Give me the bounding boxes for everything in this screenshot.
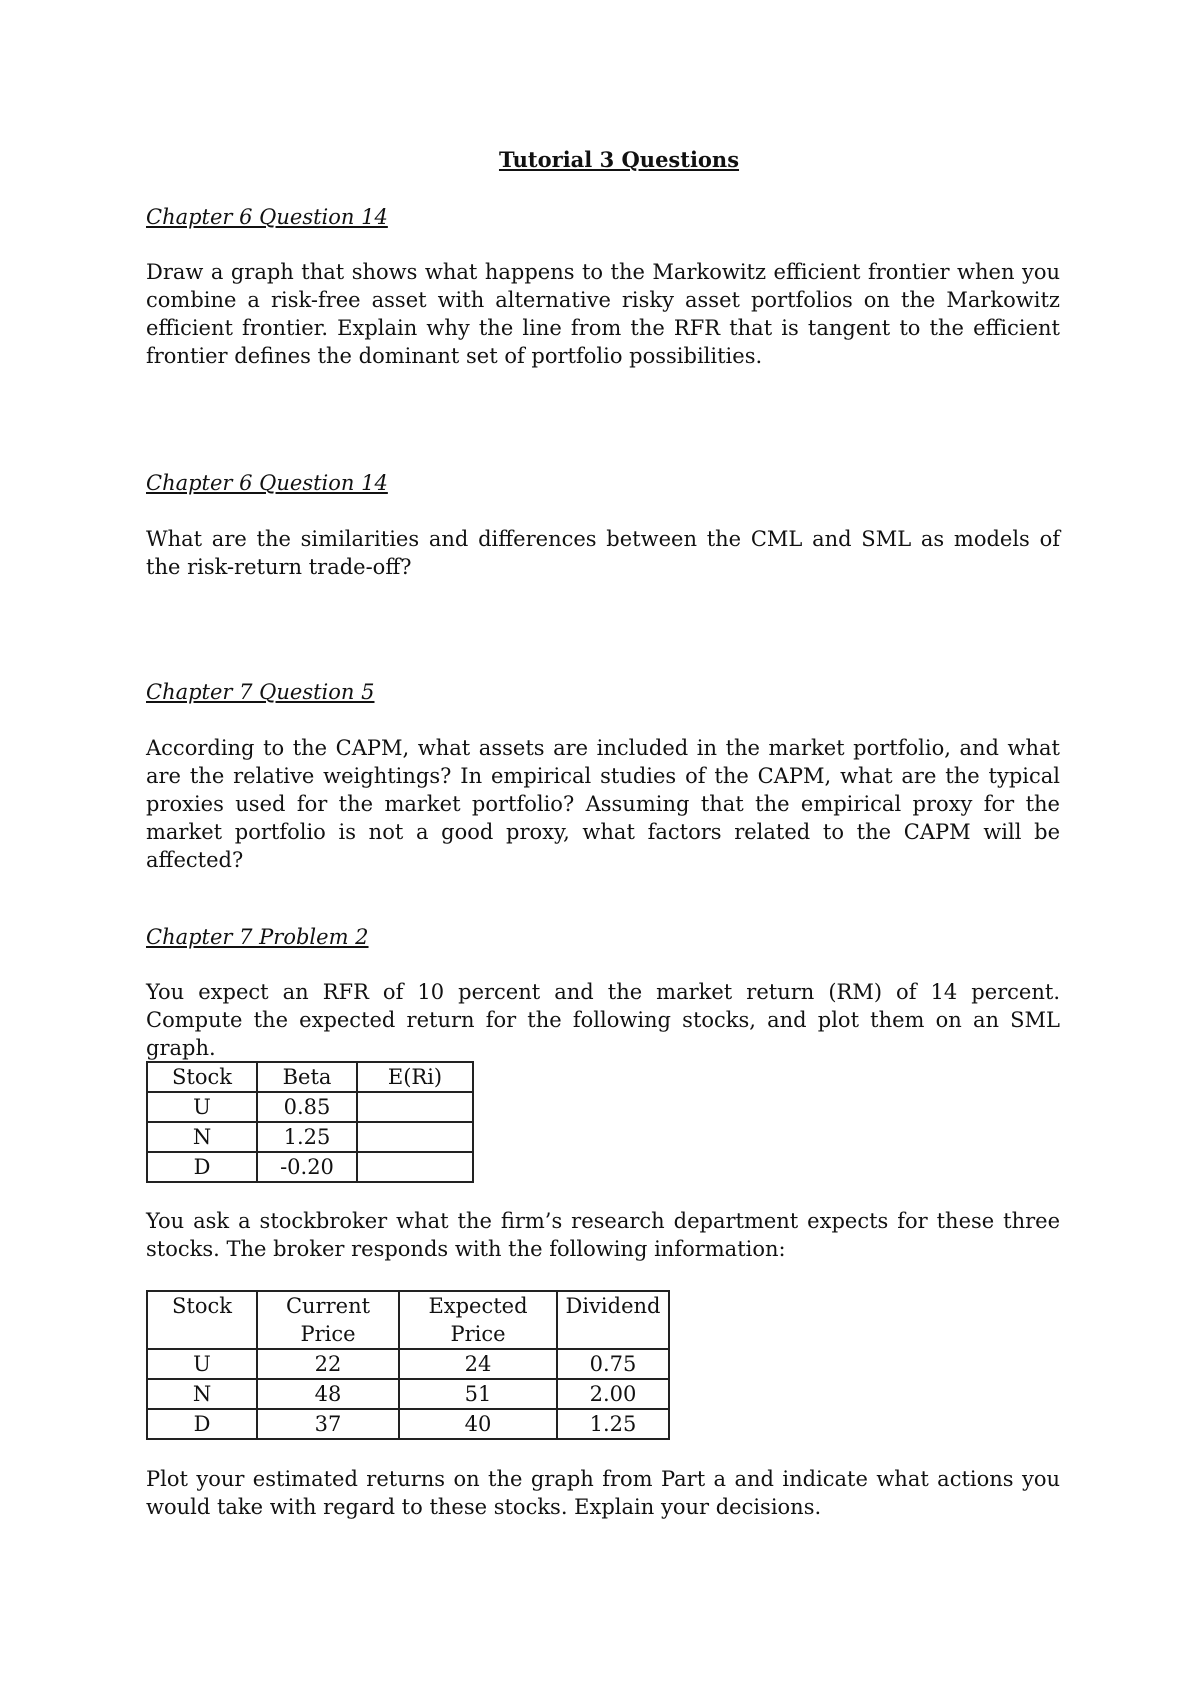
section-heading-1: Chapter 6 Question 14 <box>146 205 388 229</box>
section-heading-3: Chapter 7 Question 5 <box>146 680 375 704</box>
table-cell: N <box>147 1122 257 1152</box>
table-cell: U <box>147 1092 257 1122</box>
table-cell: 22 <box>257 1349 399 1379</box>
table-cell: 0.75 <box>557 1349 669 1379</box>
table-cell: 1.25 <box>557 1409 669 1439</box>
table-cell <box>357 1122 473 1152</box>
table-cell: D <box>147 1409 257 1439</box>
document-title: Tutorial 3 Questions <box>498 147 740 172</box>
section-heading-2: Chapter 6 Question 14 <box>146 471 388 495</box>
table-row <box>147 1409 669 1439</box>
table-cell <box>357 1092 473 1122</box>
table-row <box>147 1379 669 1409</box>
table-cell: 48 <box>257 1379 399 1409</box>
table-row <box>147 1152 473 1182</box>
table-cell: N <box>147 1379 257 1409</box>
table-row <box>147 1349 669 1379</box>
price-table-header-expected-price: Expected Price <box>399 1291 557 1349</box>
table-cell: D <box>147 1152 257 1182</box>
section-heading-4: Chapter 7 Problem 2 <box>146 925 369 949</box>
beta-table-header-stock: Stock <box>147 1062 257 1092</box>
price-table-header-row <box>147 1291 669 1349</box>
table-cell: 40 <box>399 1409 557 1439</box>
table-cell <box>357 1152 473 1182</box>
section-text-4: You expect an RFR of 10 percent and the market return (RM) of 14 percent. Compute the expected return for the following stocks, and plot them on an SML graph. <box>146 980 1060 1060</box>
price-table-header-dividend: Dividend <box>557 1291 669 1349</box>
table-cell: U <box>147 1349 257 1379</box>
price-table-header-stock: Stock <box>147 1291 257 1349</box>
beta-table-header-row <box>147 1062 473 1092</box>
beta-table-header-beta: Beta <box>257 1062 357 1092</box>
table-row <box>147 1092 473 1122</box>
table-cell: 37 <box>257 1409 399 1439</box>
table-cell: -0.20 <box>257 1152 357 1182</box>
section-text-3: According to the CAPM, what assets are included in the market portfolio, and what are the relative weightings? In empirical studies of the CAPM, what are the typical proxies used for the market portfolio? Assuming that the empirical proxy for the market portfolio is not a good proxy, what factors related to the CAPM will be affected? <box>146 736 1060 872</box>
closing-text: Plot your estimated returns on the graph from Part a and indicate what actions you would take with regard to these stocks. Explain your decisions. <box>146 1467 1060 1519</box>
table-cell: 24 <box>399 1349 557 1379</box>
price-table-header-current-price: Current Price <box>257 1291 399 1349</box>
table-row <box>147 1122 473 1152</box>
price-table <box>146 1290 670 1440</box>
beta-table <box>146 1061 474 1183</box>
beta-table-header-expected-return: E(Ri) <box>357 1062 473 1092</box>
table-cell: 51 <box>399 1379 557 1409</box>
table-cell: 2.00 <box>557 1379 669 1409</box>
section-text-1: Draw a graph that shows what happens to the Markowitz efficient frontier when you combine a risk-free asset with alternative risky asset portfolios on the Markowitz efficient frontier. Explain why the line from the RFR that is tangent to the efficient frontier defines the dominant set of portfolio possibilities. <box>146 260 1060 368</box>
section-text-2: What are the similarities and differences between the CML and SML as models of the risk-return trade-off? <box>146 527 1060 579</box>
broker-text: You ask a stockbroker what the firm’s research department expects for these three stocks. The broker responds with the following information: <box>146 1209 1060 1261</box>
table-cell: 1.25 <box>257 1122 357 1152</box>
table-cell: 0.85 <box>257 1092 357 1122</box>
